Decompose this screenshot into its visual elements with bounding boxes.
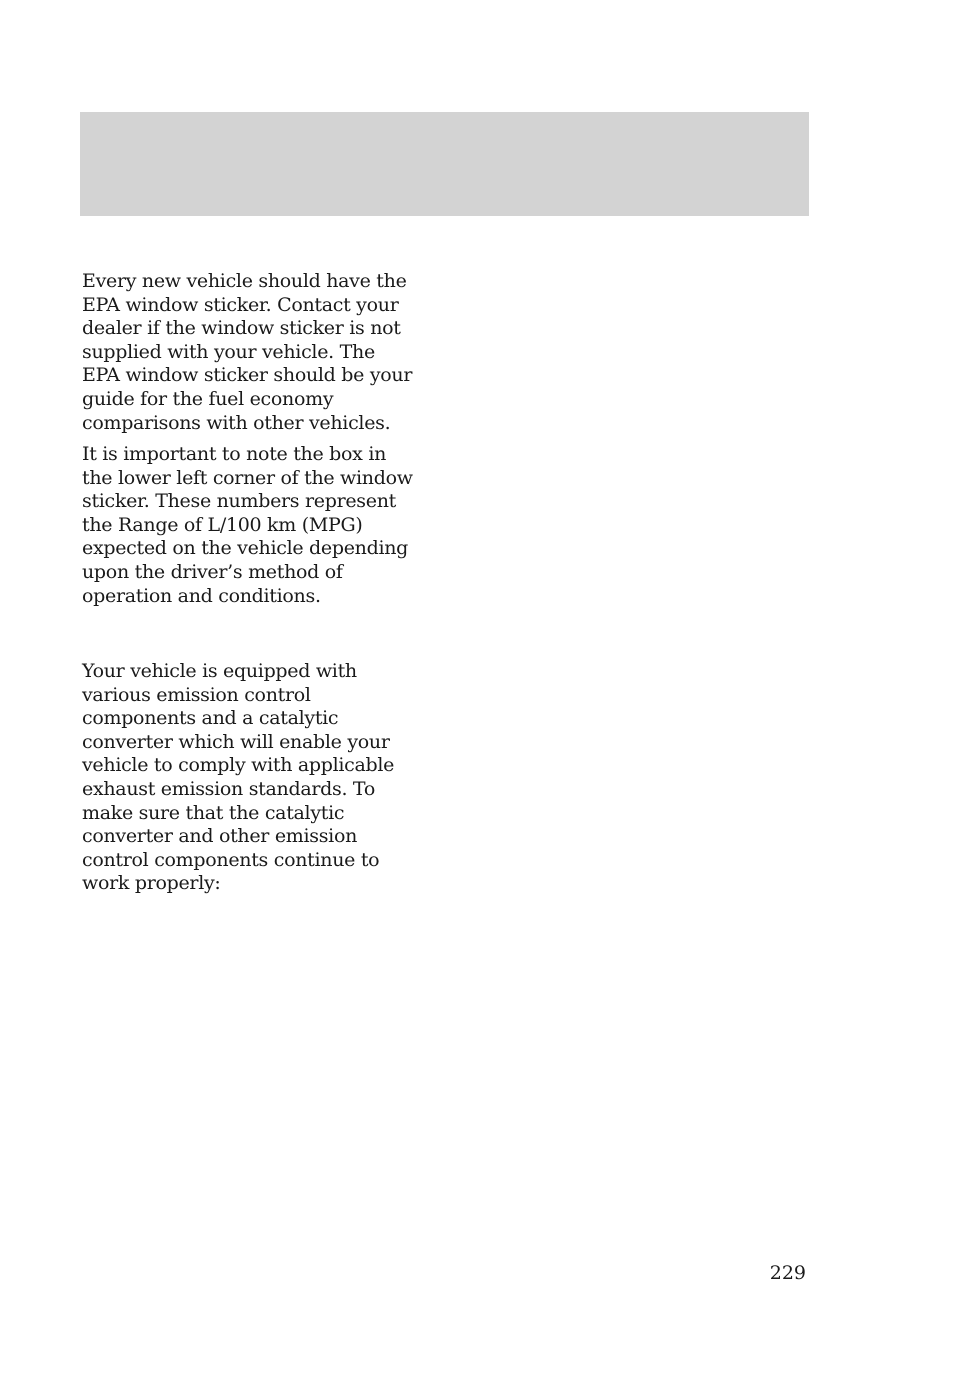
paragraph-text: Every new vehicle should have the EPA window sticker. Contact your dealer if the window sticker is not supplied with your vehicle. The EPA window sticker should be your guide for the fuel economy comparisons with other vehicles.	[82, 270, 413, 434]
page-number: 229	[769, 1262, 806, 1284]
paragraph-text: Your vehicle is equipped with various emission control components and a catalytic converter which will enable your vehicle to comply with applicable exhaust emission standards. To make sure that the catalytic converter and other emission control components continue to work properly:	[82, 660, 395, 895]
paragraph-epa-sticker	[82, 270, 432, 435]
paragraph-emission-control	[82, 660, 432, 896]
section-header-band	[80, 112, 809, 216]
paragraph-window-sticker-box	[82, 443, 432, 608]
paragraph-text: It is important to note the box in the lower left corner of the window sticker. These numbers represent the Range of L/100 km (MPG) expected on the vehicle depending upon the driver’s method of operation and conditions.	[82, 443, 413, 607]
